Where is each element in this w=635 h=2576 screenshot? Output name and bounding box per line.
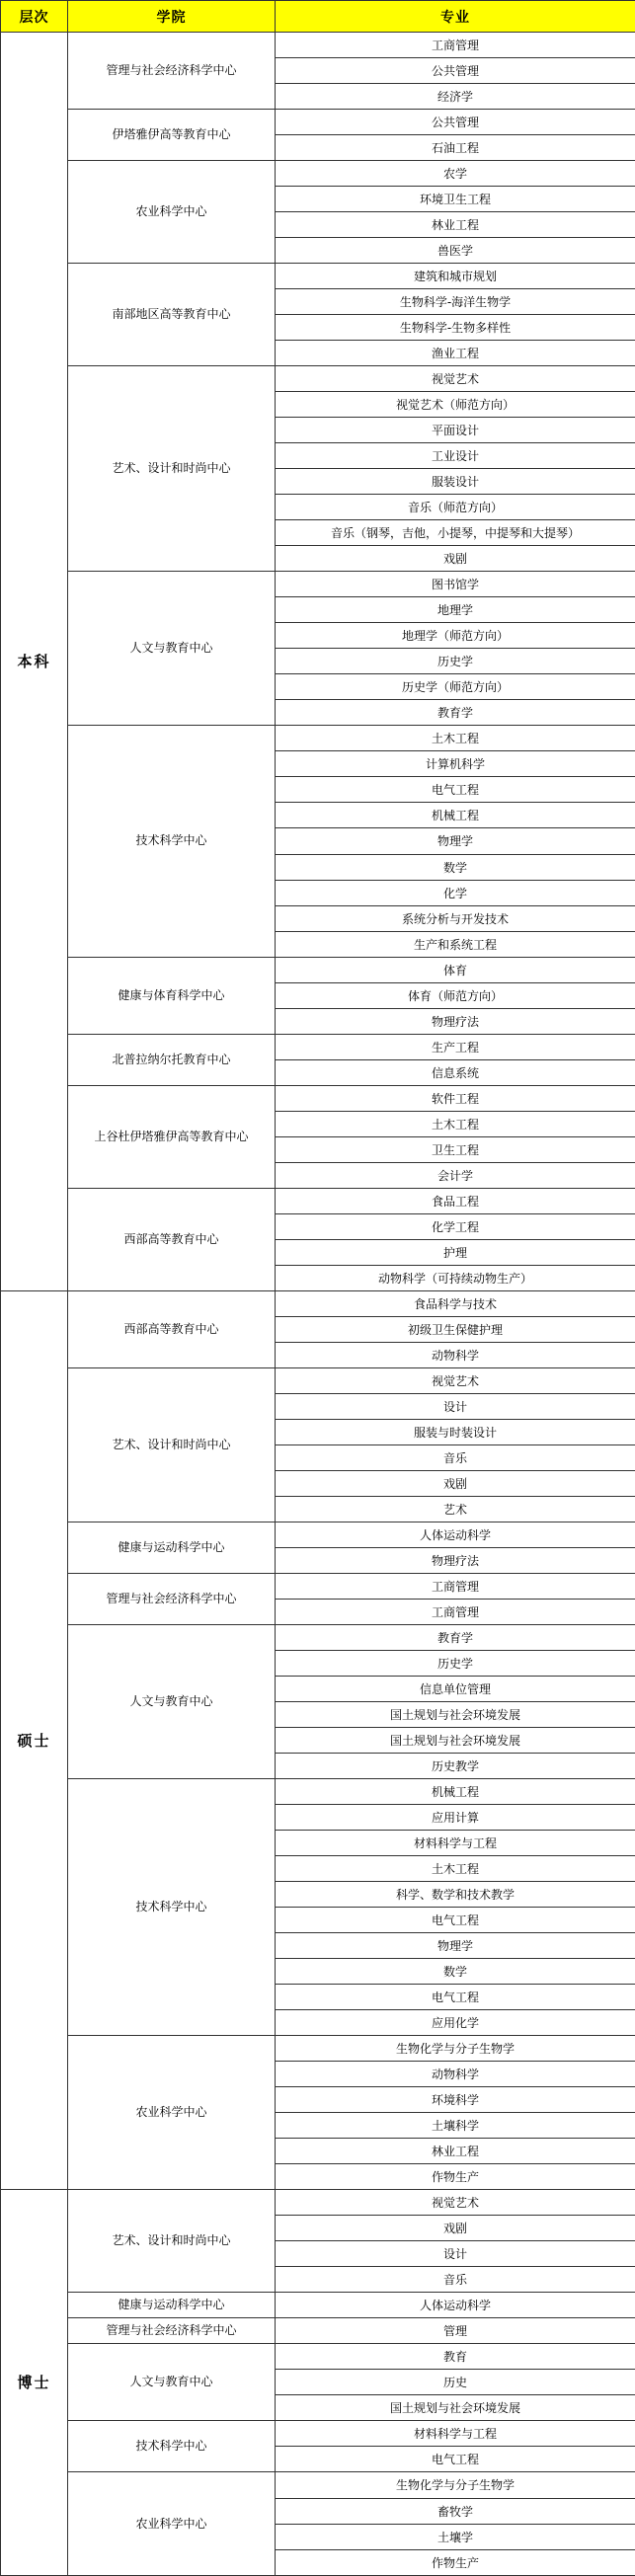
major-cell: 科学、数学和技术教学 [276,1882,635,1908]
major-cell: 工商管理 [276,1573,635,1599]
major-cell: 食品工程 [276,1188,635,1213]
major-cell: 经济学 [276,84,635,110]
major-cell: 生物化学与分子生物学 [276,2036,635,2062]
table-row [1,33,635,58]
table-row [1,264,635,289]
major-cell: 环境科学 [276,2087,635,2113]
table-row [1,1522,635,1547]
table-row [1,2318,635,2344]
table-row [1,2472,635,2498]
table-row [1,1624,635,1650]
major-cell: 音乐 [276,1444,635,1470]
header-major: 专业 [276,1,635,33]
major-cell: 戏剧 [276,546,635,572]
major-cell: 电气工程 [276,777,635,803]
major-cell: 材料科学与工程 [276,1831,635,1856]
major-cell: 公共管理 [276,58,635,84]
major-cell: 化学 [276,880,635,905]
major-cell: 历史学（师范方向） [276,674,635,700]
major-cell: 生产和系统工程 [276,931,635,957]
table-row [1,572,635,597]
major-cell: 林业工程 [276,2139,635,2164]
major-cell: 平面设计 [276,418,635,443]
major-cell: 土壤科学 [276,2113,635,2139]
major-cell: 视觉艺术（师范方向） [276,392,635,418]
header-level: 层次 [1,1,68,33]
major-cell: 护理 [276,1239,635,1265]
major-cell: 音乐（钢琴，吉他，小提琴，中提琴和大提琴） [276,520,635,546]
major-cell: 应用计算 [276,1805,635,1831]
college-cell: 艺术、设计和时尚中心 [68,2190,276,2293]
table-row [1,726,635,751]
major-cell: 生产工程 [276,1034,635,1059]
major-cell: 应用化学 [276,2010,635,2036]
major-cell: 信息系统 [276,1059,635,1085]
major-cell: 国土规划与社会环境发展 [276,1728,635,1754]
major-cell: 视觉艺术 [276,366,635,392]
major-cell: 国土规划与社会环境发展 [276,1702,635,1728]
table-row [1,1085,635,1111]
college-cell: 技术科学中心 [68,2421,276,2472]
major-cell: 材料科学与工程 [276,2421,635,2447]
major-cell: 初级卫生保健护理 [276,1316,635,1342]
college-cell: 西部高等教育中心 [68,1188,276,1290]
table-row [1,161,635,187]
table-row [1,1367,635,1393]
major-cell: 系统分析与开发技术 [276,905,635,931]
major-cell: 农学 [276,161,635,187]
major-cell: 设计 [276,2241,635,2267]
table-row [1,1290,635,1316]
table-row [1,2036,635,2062]
major-cell: 畜牧学 [276,2498,635,2524]
college-cell: 农业科学中心 [68,2036,276,2190]
major-cell: 化学工程 [276,1213,635,1239]
major-cell: 地理学（师范方向） [276,623,635,649]
major-cell: 图书馆学 [276,572,635,597]
major-cell: 机械工程 [276,803,635,828]
college-cell: 北普拉纳尔托教育中心 [68,1034,276,1085]
major-cell: 土木工程 [276,1111,635,1136]
major-cell: 数学 [276,1959,635,1985]
major-cell: 建筑和城市规划 [276,264,635,289]
major-cell: 历史学 [276,649,635,674]
major-cell: 服装设计 [276,469,635,495]
major-cell: 艺术 [276,1496,635,1522]
table-row [1,2293,635,2318]
major-cell: 卫生工程 [276,1136,635,1162]
major-cell: 设计 [276,1393,635,1419]
major-cell: 土壤学 [276,2524,635,2549]
level-cell: 博士 [1,2190,68,2575]
table-row [1,1573,635,1599]
table-body [1,33,635,2576]
major-cell: 软件工程 [276,1085,635,1111]
major-cell: 地理学 [276,597,635,623]
college-cell: 伊塔雅伊高等教育中心 [68,110,276,161]
major-cell: 戏剧 [276,1470,635,1496]
major-cell: 土木工程 [276,726,635,751]
major-cell: 电气工程 [276,1985,635,2010]
major-cell: 国土规划与社会环境发展 [276,2395,635,2421]
major-cell: 人体运动科学 [276,2293,635,2318]
college-cell: 艺术、设计和时尚中心 [68,1367,276,1522]
major-cell: 生物科学-海洋生物学 [276,289,635,315]
table-row [1,957,635,982]
college-cell: 人文与教育中心 [68,1624,276,1778]
table-row [1,1034,635,1059]
major-cell: 动物科学（可持续动物生产） [276,1265,635,1290]
table-row [1,110,635,135]
major-cell: 体育 [276,957,635,982]
major-cell: 工业设计 [276,443,635,469]
header-row [1,1,635,33]
major-cell: 物理学 [276,828,635,854]
major-cell: 作物生产 [276,2549,635,2575]
college-cell: 管理与社会经济科学中心 [68,33,276,110]
major-cell: 视觉艺术 [276,2190,635,2216]
major-cell: 土木工程 [276,1856,635,1882]
major-cell: 工商管理 [276,1599,635,1624]
college-cell: 南部地区高等教育中心 [68,264,276,366]
major-cell: 教育 [276,2344,635,2370]
major-cell: 石油工程 [276,135,635,161]
major-cell: 生物科学-生物多样性 [276,315,635,341]
header-college: 学院 [68,1,276,33]
major-cell: 生物化学与分子生物学 [276,2472,635,2498]
major-cell: 会计学 [276,1162,635,1188]
college-cell: 西部高等教育中心 [68,1290,276,1367]
table-row [1,1188,635,1213]
major-cell: 历史教学 [276,1754,635,1779]
major-cell: 计算机科学 [276,751,635,777]
college-cell: 上谷杜伊塔雅伊高等教育中心 [68,1085,276,1188]
major-cell: 教育学 [276,700,635,726]
major-cell: 信息单位管理 [276,1677,635,1702]
table-row [1,2190,635,2216]
major-cell: 机械工程 [276,1779,635,1805]
major-cell: 工商管理 [276,33,635,58]
table-row [1,2344,635,2370]
college-cell: 健康与运动科学中心 [68,2293,276,2318]
college-cell: 农业科学中心 [68,2472,276,2575]
major-cell: 公共管理 [276,110,635,135]
major-cell: 服装与时装设计 [276,1419,635,1444]
major-cell: 音乐（师范方向） [276,495,635,520]
level-cell: 硕士 [1,1290,68,2190]
major-cell: 物理疗法 [276,1547,635,1573]
major-cell: 林业工程 [276,212,635,238]
major-cell: 电气工程 [276,2447,635,2472]
major-cell: 教育学 [276,1624,635,1650]
college-cell: 技术科学中心 [68,726,276,957]
major-cell: 动物科学 [276,1342,635,1367]
college-cell: 健康与运动科学中心 [68,1522,276,1573]
major-cell: 兽医学 [276,238,635,264]
college-cell: 管理与社会经济科学中心 [68,2318,276,2344]
major-cell: 动物科学 [276,2062,635,2087]
level-cell: 本科 [1,33,68,1291]
major-cell: 音乐 [276,2267,635,2293]
major-cell: 历史 [276,2370,635,2395]
major-cell: 管理 [276,2318,635,2344]
college-cell: 健康与体育科学中心 [68,957,276,1034]
major-cell: 渔业工程 [276,341,635,366]
major-cell: 电气工程 [276,1908,635,1933]
major-cell: 人体运动科学 [276,1522,635,1547]
table-row [1,366,635,392]
college-cell: 人文与教育中心 [68,2344,276,2421]
major-cell: 体育（师范方向） [276,982,635,1008]
college-cell: 艺术、设计和时尚中心 [68,366,276,572]
college-cell: 农业科学中心 [68,161,276,264]
major-cell: 物理学 [276,1933,635,1959]
major-cell: 作物生产 [276,2164,635,2190]
college-cell: 人文与教育中心 [68,572,276,726]
major-cell: 环境卫生工程 [276,187,635,212]
major-cell: 历史学 [276,1650,635,1676]
major-cell: 视觉艺术 [276,1367,635,1393]
table-row [1,1779,635,1805]
major-cell: 食品科学与技术 [276,1290,635,1316]
major-cell: 戏剧 [276,2216,635,2241]
college-cell: 技术科学中心 [68,1779,276,2036]
college-cell: 管理与社会经济科学中心 [68,1573,276,1624]
major-cell: 数学 [276,854,635,880]
major-cell: 物理疗法 [276,1008,635,1034]
table-row [1,2421,635,2447]
